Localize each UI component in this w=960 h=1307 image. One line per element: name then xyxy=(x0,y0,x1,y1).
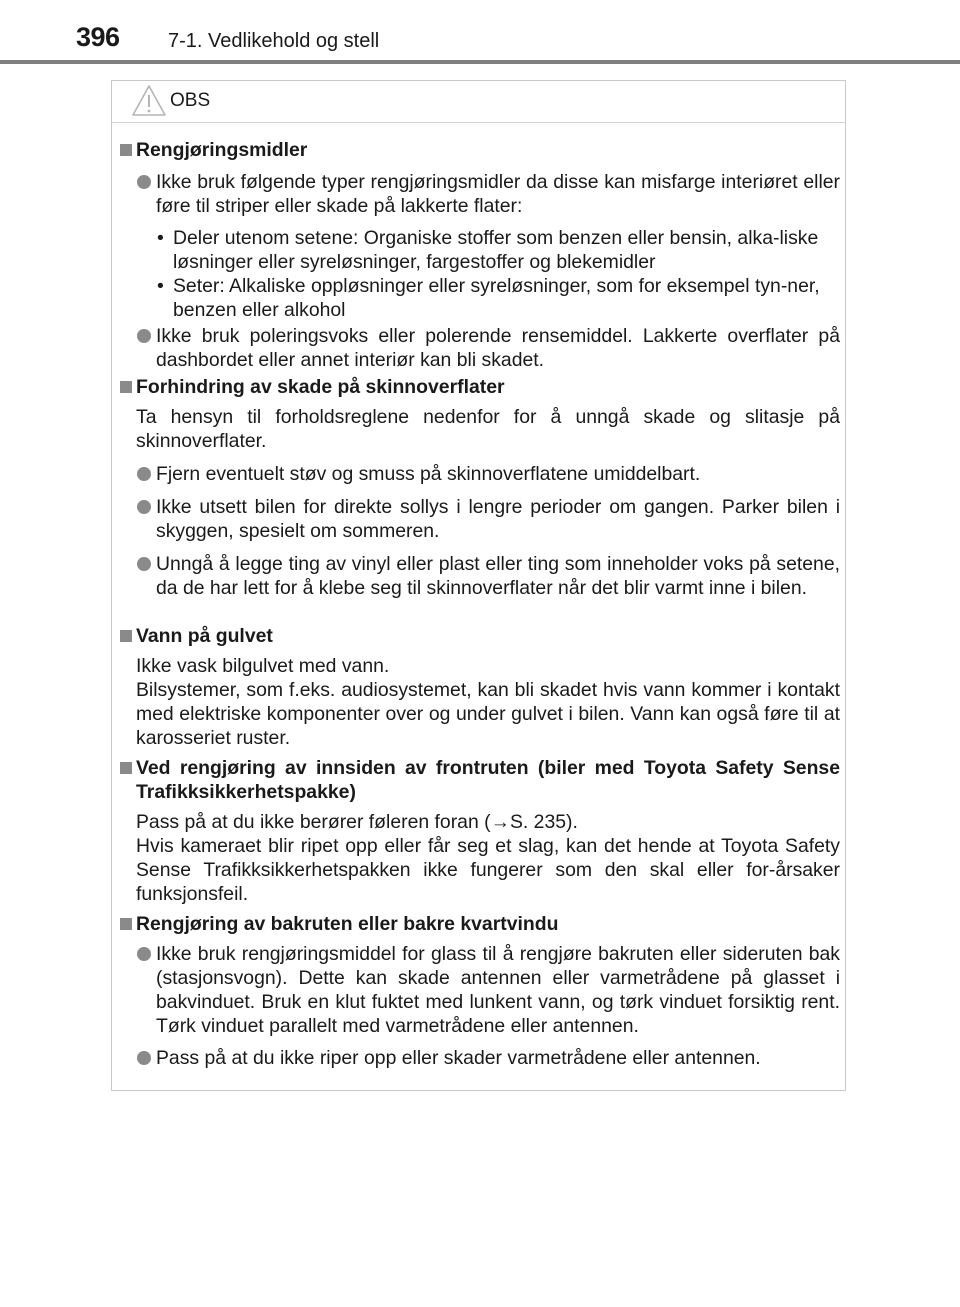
round-bullet-icon xyxy=(137,175,151,189)
section-leather-protection xyxy=(116,375,840,600)
round-bullet-icon xyxy=(137,1051,151,1065)
page-header xyxy=(0,0,960,64)
list-item: Ikke bruk følgende typer rengjøringsmidler da disse kan misfarge interiøret eller føre til striper eller skade på lakkerte flater: xyxy=(116,170,840,218)
list-item: Ikke utsett bilen for direkte sollys i lengre perioder om gangen. Parker bilen i skyggen, spesielt om sommeren. xyxy=(116,495,840,543)
caution-box xyxy=(111,80,846,1091)
sub-list-item: • Seter: Alkaliske oppløsninger eller syreløsninger, som for eksempel tyn-ner, benzen eller alkohol xyxy=(157,275,820,321)
round-bullet-icon xyxy=(137,557,151,571)
section-heading: Vann på gulvet xyxy=(116,624,840,648)
round-bullet-icon xyxy=(137,947,151,961)
header-rule xyxy=(0,60,960,64)
round-bullet-icon xyxy=(137,467,151,481)
square-bullet-icon xyxy=(120,918,132,930)
section-water-floor xyxy=(116,624,840,750)
list-item: Ikke bruk poleringsvoks eller polerende rensemiddel. Lakkerte overflater på dashbordet eller annet interiør kan bli skadet. xyxy=(116,324,840,372)
caution-label: OBS xyxy=(170,90,211,111)
section-intro: Ta hensyn til forholdsreglene nedenfor for å unngå skade og slitasje på skinnoverflater. xyxy=(136,406,840,452)
sub-list-item: • Deler utenom setene: Organiske stoffer som benzen eller bensin, alka-liske løsninger eller syreløsninger, fargestoffer og blekemidler xyxy=(157,227,819,273)
list-item: Fjern eventuelt støv og smuss på skinnoverflatene umiddelbart. xyxy=(116,462,840,486)
dot-bullet-icon: • xyxy=(157,227,164,249)
page-number: 396 xyxy=(76,22,120,52)
paragraph: Pass på at du ikke berører føleren foran (→S. 235). xyxy=(136,811,578,833)
square-bullet-icon xyxy=(120,762,132,774)
section-rear-window xyxy=(116,912,840,1070)
paragraph: Bilsystemer, som f.eks. audiosystemet, kan bli skadet hvis vann kommer i kontakt med elektriske komponenter over og under gulvet i bilen. Vann kan også føre til at karosseriet ruster. xyxy=(136,679,840,749)
list-item: Pass på at du ikke riper opp eller skader varmetrådene eller antennen. xyxy=(116,1046,840,1070)
section-heading: Rengjøring av bakruten eller bakre kvartvindu xyxy=(116,912,840,936)
section-windshield-cleaning xyxy=(116,756,840,906)
round-bullet-icon xyxy=(137,329,151,343)
list-item: Ikke bruk rengjøringsmiddel for glass til å rengjøre bakruten eller sideruten bak (stasjonsvogn). Dette kan skade antennen eller varmetrådene på glasset i bakvinduet. Bruk en klut fuktet med lunkent vann, og tørk vinduet forsiktig rent. Tørk vinduet parallelt med varmetrådene eller antennen. xyxy=(116,942,840,1038)
list-item: Unngå å legge ting av vinyl eller plast eller ting som inneholder voks på setene, da de har lett for å klebe seg til skinnoverflater når det blir varmt inne i bilen. xyxy=(116,552,840,600)
caution-content xyxy=(112,81,845,1090)
paragraph: Hvis kameraet blir ripet opp eller får seg et slag, kan det hende at Toyota Safety Sense Trafikksikkerhetspakken ikke fungerer som den skal eller for-årsaker funksjonsfeil. xyxy=(136,835,840,905)
square-bullet-icon xyxy=(120,630,132,642)
section-heading: Ved rengjøring av innsiden av frontruten (biler med Toyota Safety Sense Trafikksikkerhetspakke) xyxy=(116,756,840,804)
section-heading: Rengjøringsmidler xyxy=(116,138,840,162)
paragraph: Ikke vask bilgulvet med vann. xyxy=(136,655,390,677)
square-bullet-icon xyxy=(120,144,132,156)
square-bullet-icon xyxy=(120,381,132,393)
section-cleaning-agents xyxy=(116,138,840,372)
section-title: 7-1. Vedlikehold og stell xyxy=(168,30,380,52)
section-heading: Forhindring av skade på skinnoverflater xyxy=(116,375,840,399)
round-bullet-icon xyxy=(137,500,151,514)
dot-bullet-icon: • xyxy=(157,275,164,297)
